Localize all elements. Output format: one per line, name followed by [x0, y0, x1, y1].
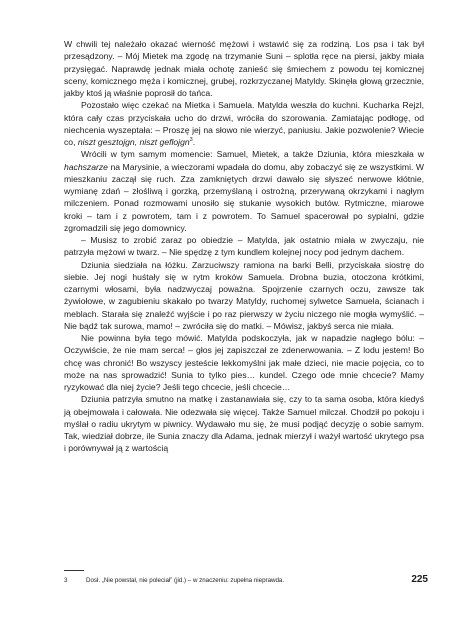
footnote — [64, 576, 394, 585]
paragraph-2 — [64, 99, 424, 148]
body-text — [64, 38, 424, 455]
hachszara-term: hachszarze — [64, 161, 108, 172]
paragraph-1: W chwili tej należało okazać wierność mężowi i wstawić się za rodziną. Los psa i tak był przesądzony. – Mój Mietek ma zgodę na trzymanie Suni – splotła ręce na piersi, jakby miała przysięgać. Naprawdę jednak miała ochotę zanieść się śmiechem z powodu tej komicznej sceny, komicznego męża i komicznej, grubej, rozkrzyczanej Matyldy. Skinęła głową grzecznie, jakby ktoś ją właśnie poprosił do tańca. — [64, 39, 424, 98]
footnote-text: Dosł. „Nie powstał, nie poleciał” (jid.) – w znaczeniu: zupełna nieprawda. — [86, 577, 285, 584]
paragraph-3 — [64, 148, 424, 234]
paragraph-3-tail: na Marysinie, a wieczorami wpadała do domu, aby zobaczyć się ze wszystkimi. W mieszkaniu zaczął się ruch. Zza zamkniętych drzwi dawało się słyszeć nerwowe kłótnie, wymianę zdań – złośliwą i gorzką, przemyślaną i ostrożną, przerywaną okrzykami i nagłym milczeniem. Ponad rozmowami unosiło się stukanie wysokich butów. Rytmiczne, miarowe kroki – tam i z powrotem, tam i z powrotem. To Samuel spacerował po sypialni, gdzie zgromadzili się jego domownicy. — [64, 161, 424, 233]
footnote-mark: 3 — [64, 577, 68, 584]
page-number: 225 — [411, 574, 428, 585]
yiddish-phrase: niszt gesztojgn, niszt geflojgn — [77, 137, 190, 147]
footnote-reference[interactable]: 3 — [189, 137, 193, 144]
paragraph-5: Dziunia siedziała na łóżku. Zarzuciwszy ramiona na barki Belli, przyciskała siostrę do siebie. Jej nogi huśtały się w rytm kroków Samuela. Drobna buzia, otoczona krótkimi, czarnymi włosami, była nadzwyczaj poważna. Spojrzenie czarnych oczu, zawsze tak żywiołowe, w zagubieniu skakało po twarzy Matyldy, ruchomej sylwetce Samuela, ścianach i meblach. Starała się znaleźć wyjście i po raz pierwszy w życiu niczego nie mogła wymyślić. – Nie bądź tak surowa, mamo! – zwróciła się do matki. – Mówisz, jakbyś serca nie miała. — [64, 259, 424, 331]
paragraph-7: Dziunia patrzyła smutno na matkę i zastanawiała się, czy to ta sama osoba, która kiedyś ją obejmowała i całowała. Nie odezwała się więcej. Także Samuel milczał. Chodził po pokoju i myślał o radiu ukrytym w piwnicy. Wydawało mu się, że musi podjąć decyzję o sobie samym. Tak, wiedział dobrze, ile Sunia znaczy dla Adama, jednak mierzył i ważył wartość ukrytego psa i porównywał ją z wartością — [64, 394, 424, 454]
paragraph-4: – Musisz to zrobić zaraz po obiedzie – Matylda, jak ostatnio miała w zwyczaju, nie patrzyła mężowi w twarz. – Nie spędzę z tym kundlem kolejnej nocy pod jednym dachem. — [64, 235, 424, 258]
paragraph-2-text: Pozostało więc czekać na Mietka i Samuela. Matylda weszła do kuchni. Kucharka Rejzl, która cały czas przyciskała ucho do drzwi, wróciła do szorowania. Zamiatając podłogę, od niechcenia wyszeptała: – Proszę jej na słowo nie wierzyć, paniusiu. Jakie pozwolenie? Wiecie co, — [64, 100, 424, 147]
footnote-divider — [64, 570, 84, 571]
paragraph-6: Nie powinna była tego mówić. Matylda podskoczyła, jak w napadzie nagłego bólu: – Oczywiście, że nie mam serca! – głos jej zapiszczał ze zdenerwowania. – Z lodu jestem! Bo chcę was chronić! Bo wszyscy jesteście lekkomyślni jak małe dzieci, nie macie pojęcia, co to może na nas sprowadzić! Sunia to tylko pies… kundel. Czego ode mnie chcecie? Mamy ryzykować dla niej życie? Jeśli tego chcecie, jeśli chcecie… — [64, 333, 424, 392]
paragraph-2-tail: . — [192, 137, 196, 147]
paragraph-3-text: Wrócili w tym samym momencie: Samuel, Mietek, a także Dziunia, która mieszkała w — [81, 149, 424, 160]
